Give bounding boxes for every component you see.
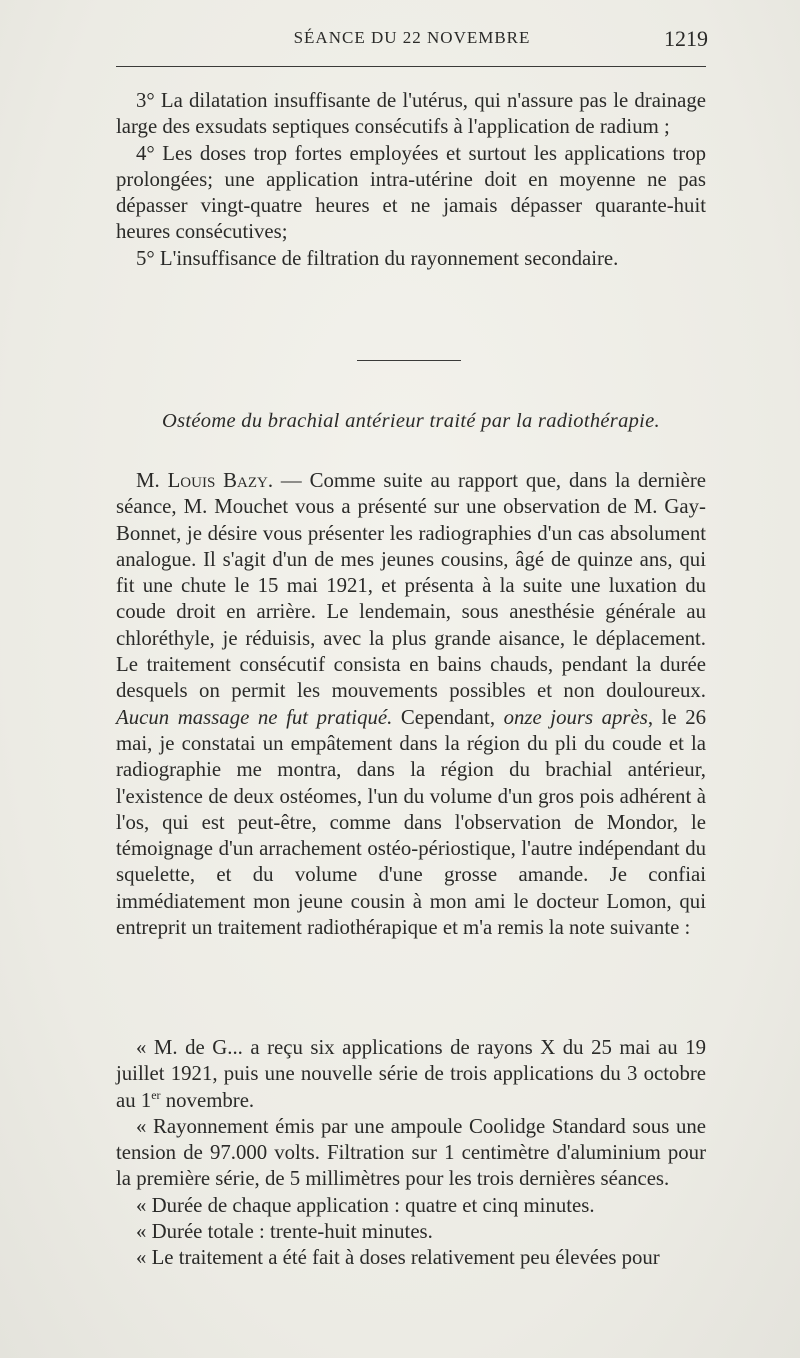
running-title: SÉANCE DU 22 NOVEMBRE (293, 28, 531, 47)
list-item: 5° L'insuffisance de filtration du rayonnement secondaire. (136, 246, 619, 270)
list-item: 4° Les doses trop fortes employées et surtout les applications trop prolongées; une application intra-utérine doit en moyenne ne pas dépasser vingt-quatre heures et ne jamais dépasser quarante-huit heures consécutives; (116, 141, 706, 244)
page-number: 1219 (664, 26, 708, 51)
note-paragraph: « Durée totale : trente-huit minutes. (136, 1220, 433, 1244)
list-item: 3° La dilatation insuffisante de l'utérus, qui n'assure pas le drainage large des exsudats septiques consécutifs à l'application de radium ; (116, 89, 706, 139)
note-paragraph: « Rayonnement émis par une ampoule Coolidge Standard sous une tension de 97.000 volts. Filtration sur 1 centimètre d'aluminium pour la première série, de 5 millimètres pour les trois dernières séances. (116, 1114, 706, 1191)
main-paragraph-text (116, 468, 706, 941)
page-header (116, 26, 708, 56)
note-paragraph (116, 1035, 706, 1114)
note-paragraph: « Durée de chaque application : quatre et cinq minutes. (136, 1193, 595, 1217)
note-text: « M. de G... a reçu six applications de rayons X du 25 mai au 19 juillet 1921, puis une nouvelle série de trois applications du 3 octobre au 1 (116, 1036, 706, 1112)
emphasis-text: onze jours après (503, 705, 648, 729)
emphasis-text: Aucun massage ne fut pratiqué. (116, 705, 393, 729)
section-separator (357, 360, 461, 361)
note-text: novembre. (160, 1088, 255, 1112)
note-paragraph: « Le traitement a été fait à doses relativement peu élevées pour (136, 1246, 660, 1270)
quoted-note (116, 1035, 706, 1272)
paragraph-start: . — Comme suite au rapport que, dans la dernière séance, M. Mouchet vous a présenté sur une observation de M. Gay-Bonnet, je désire vous présenter les radiographies d'un cas absolument analogue. Il s'agit d'un de mes jeunes cousins, âgé de quinze ans, qui fit une chute le 15 mai 1921, et présenta à la suite une luxation du coude droit en arrière. Le lendemain, sous anesthésie générale au chloréthyle, je réduisis, avec la plus grande aisance, le déplacement. Le traitement consécutif consista en bains chauds, pendant la durée desquels on permit les mouvements possibles et non douloureux. (116, 469, 706, 703)
paragraph-middle: Cependant, (392, 705, 504, 729)
paragraph-end: , le 26 mai, je constatai un empâtement dans la région du pli du coude et la radiographie me montra, dans la région du brachial antérieur, l'existence de deux ostéomes, l'un du volume d'un gros pois adhérent à l'os, qui est peut-être, comme dans l'observation de Mondor, le témoignage d'un arrachement ostéo-périostique, l'autre indépendant du squelette, et du volume d'une grosse amande. Je confiai immédiatement mon jeune cousin à mon ami le docteur Lomon, qui entreprit un traitement radiothérapique et m'a remis la note suivante : (116, 705, 706, 940)
ordinal-superscript: er (151, 1087, 161, 1102)
section-title: Ostéome du brachial antérieur traité par la radiothérapie. (162, 410, 660, 432)
main-paragraph (116, 468, 706, 941)
speaker-name: Louis Bazy (167, 469, 268, 492)
speaker-prefix: M. (136, 469, 168, 492)
numbered-list (116, 88, 706, 272)
header-rule (116, 66, 706, 67)
